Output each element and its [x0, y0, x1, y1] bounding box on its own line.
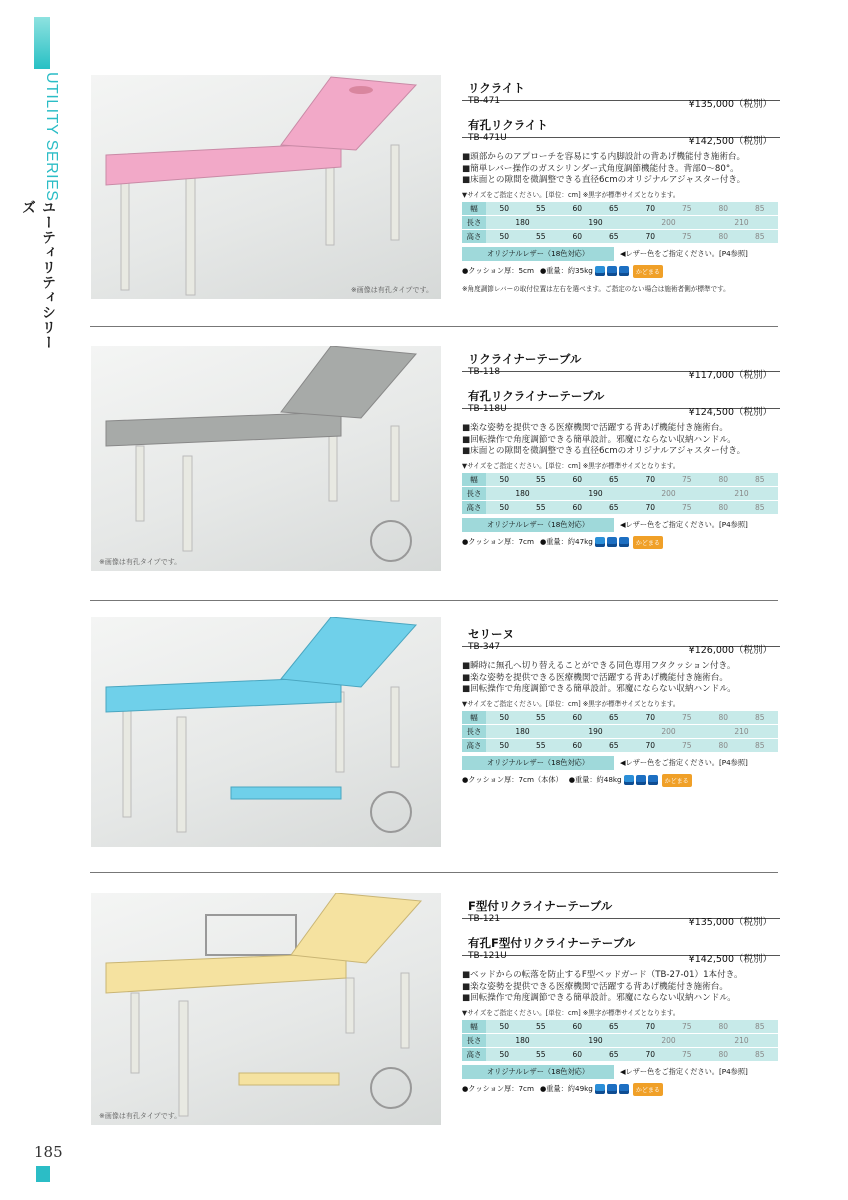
size-label: 幅: [462, 202, 486, 215]
size-cell: 80: [705, 1048, 742, 1061]
product-photo-tb347: [91, 617, 441, 847]
size-cell: 75: [669, 711, 706, 724]
size-cell: 80: [705, 711, 742, 724]
size-cell: 70: [632, 1048, 669, 1061]
size-cell: 60: [559, 711, 596, 724]
size-cell: 50: [486, 501, 523, 514]
size-cell: 210: [705, 725, 778, 738]
size-cell: 65: [596, 501, 633, 514]
cube-icon: [607, 266, 617, 276]
weight: ●重量：約49kg: [539, 1084, 593, 1093]
spec-row: [462, 1083, 780, 1096]
section-divider: [90, 872, 778, 873]
product-row: [462, 81, 780, 110]
feature-item: ■楽な姿勢を提供できる医療機関で活躍する背あげ機能付き施術台。: [462, 423, 728, 433]
size-row: [462, 473, 778, 486]
page-marker: [36, 1166, 50, 1182]
size-cell: 180: [486, 216, 559, 229]
spec-row: [462, 774, 780, 787]
size-cell: 65: [596, 473, 633, 486]
photo-note: ※画像は有孔タイプです。: [350, 286, 433, 294]
cushion-thickness: ●クッション厚：7cm: [462, 1084, 534, 1093]
photo-note: ※画像は有孔タイプです。: [99, 558, 182, 566]
feature-item: ■頭部からのアプローチを容易にする内脚設計の背あげ機能付き施術台。: [462, 152, 746, 162]
size-cell: 190: [559, 216, 632, 229]
size-row: [462, 1048, 778, 1061]
product-price: ¥124,500（税別）: [688, 407, 772, 418]
leather-note: ◀レザー色をご指定ください。[P4参照]: [620, 757, 748, 767]
size-cell: 75: [669, 473, 706, 486]
feature-list: [462, 970, 780, 1005]
product-row: [462, 352, 780, 381]
size-row: [462, 1020, 778, 1033]
size-cell: 200: [632, 1034, 705, 1047]
size-cell: 55: [523, 473, 560, 486]
product-code: TB-471U: [468, 133, 507, 143]
size-row: [462, 501, 778, 514]
size-cell: 50: [486, 1020, 523, 1033]
size-cell: 55: [523, 202, 560, 215]
size-cell: 180: [486, 1034, 559, 1047]
spec-row: [462, 536, 780, 549]
treatment-table-illustration: [106, 77, 416, 295]
size-cell: 85: [742, 1020, 779, 1033]
product-photo-tb471: [91, 75, 441, 299]
product-price: ¥142,500（税別）: [688, 954, 772, 965]
size-cell: 60: [559, 739, 596, 752]
size-cell: 80: [705, 202, 742, 215]
leather-note: ◀レザー色をご指定ください。[P4参照]: [620, 248, 748, 258]
size-cell: 50: [486, 473, 523, 486]
size-cell: 60: [559, 473, 596, 486]
size-cell: 55: [523, 739, 560, 752]
leather-label: オリジナルレザー（18色対応）: [462, 518, 614, 532]
product-code: TB-347: [468, 642, 501, 652]
feature-item: ■床面との隙間を微調整できる直径6cmのオリジナルアジャスター付き。: [462, 175, 746, 185]
size-cell: 200: [632, 487, 705, 500]
product-info-3: [462, 900, 780, 1096]
leather-row: [462, 1065, 780, 1079]
size-cell: 60: [559, 501, 596, 514]
product-name: セリーヌ: [468, 627, 514, 641]
size-cell: 180: [486, 725, 559, 738]
leather-label: オリジナルレザー（18色対応）: [462, 247, 614, 261]
size-cell: 55: [523, 711, 560, 724]
size-cell: 50: [486, 711, 523, 724]
size-cell: 70: [632, 202, 669, 215]
leather-row: [462, 756, 780, 770]
size-cell: 80: [705, 473, 742, 486]
size-cell: 50: [486, 739, 523, 752]
size-cell: 50: [486, 1048, 523, 1061]
size-cell: 85: [742, 202, 779, 215]
weight: ●重量：約47kg: [539, 537, 593, 546]
size-row: [462, 1034, 778, 1047]
size-note: ▼サイズをご指定ください。[単位：cm] ※黒字が標準サイズとなります。: [462, 190, 680, 199]
size-table: [462, 472, 778, 515]
size-cell: 60: [559, 202, 596, 215]
size-note: ▼サイズをご指定ください。[単位：cm] ※黒字が標準サイズとなります。: [462, 1008, 680, 1017]
product-photo-tb118: [91, 346, 441, 571]
weight: ●重量：約35kg: [539, 266, 593, 275]
product-name: 有孔F型付リクライナーテーブル: [468, 936, 636, 950]
product-code: TB-121U: [468, 951, 507, 961]
kadomaru-badge: かどまる: [633, 1083, 663, 1096]
size-cell: 70: [632, 711, 669, 724]
leather-label: オリジナルレザー（18色対応）: [462, 1065, 614, 1079]
size-cell: 65: [596, 202, 633, 215]
size-row: [462, 216, 778, 229]
spec-row: [462, 265, 780, 278]
kadomaru-badge: かどまる: [633, 536, 663, 549]
size-cell: 75: [669, 739, 706, 752]
product-info-2: [462, 628, 780, 787]
size-cell: 75: [669, 202, 706, 215]
leather-note: ◀レザー色をご指定ください。[P4参照]: [620, 519, 748, 529]
product-price: ¥135,000（税別）: [688, 917, 772, 928]
feature-list: [462, 661, 780, 696]
section-divider: [90, 326, 778, 327]
size-cell: 190: [559, 1034, 632, 1047]
feature-item: ■簡単レバー操作のガスシリンダー式角度調節機能付き。背部0～80°。: [462, 163, 739, 174]
feature-item: ■楽な姿勢を提供できる医療機関で活躍する背あげ機能付き施術台。: [462, 672, 728, 683]
feature-item: ■床面との隙間を微調整できる直径6cmのオリジナルアジャスター付き。: [462, 446, 746, 456]
weight: ●重量：約48kg: [568, 775, 622, 784]
feature-item: ■瞬時に無孔へ切り替えることができる同色専用フタクッション付き。: [462, 661, 736, 671]
size-row: [462, 739, 778, 752]
size-cell: 50: [486, 202, 523, 215]
size-cell: 190: [559, 487, 632, 500]
size-cell: 75: [669, 1048, 706, 1061]
size-cell: 65: [596, 711, 633, 724]
size-cell: 80: [705, 230, 742, 243]
size-row: [462, 725, 778, 738]
size-cell: 200: [632, 216, 705, 229]
size-cell: 190: [559, 725, 632, 738]
product-code: TB-118: [468, 367, 501, 377]
size-cell: 85: [742, 501, 779, 514]
size-label: 高さ: [462, 501, 486, 514]
size-cell: 55: [523, 230, 560, 243]
size-cell: 210: [705, 1034, 778, 1047]
cushion-thickness: ●クッション厚：5cm: [462, 266, 534, 275]
size-table: [462, 710, 778, 753]
product-row: [462, 627, 780, 656]
series-title-en: UTILITY SERIES: [43, 72, 60, 202]
product-photo-tb121: [91, 893, 441, 1125]
size-cell: 65: [596, 1020, 633, 1033]
size-cell: 70: [632, 739, 669, 752]
size-cell: 80: [705, 1020, 742, 1033]
size-label: 高さ: [462, 739, 486, 752]
section-divider: [90, 600, 778, 601]
cube-icon: [619, 266, 629, 276]
feature-item: ■楽な姿勢を提供できる医療機関で活躍する背あげ機能付き施術台。: [462, 981, 728, 992]
size-cell: 200: [632, 725, 705, 738]
feature-list: [462, 423, 780, 458]
product-price: ¥142,500（税別）: [688, 136, 772, 147]
product-row: [462, 936, 780, 965]
size-cell: 75: [669, 501, 706, 514]
size-cell: 55: [523, 501, 560, 514]
product-info-0: [462, 82, 780, 293]
size-label: 高さ: [462, 230, 486, 243]
cube-icon: [607, 537, 617, 547]
size-cell: 80: [705, 739, 742, 752]
leather-note: ◀レザー色をご指定ください。[P4参照]: [620, 1066, 748, 1076]
size-cell: 85: [742, 739, 779, 752]
photo-note: ※画像は有孔タイプです。: [99, 1112, 182, 1120]
product-code: TB-118U: [468, 404, 507, 414]
size-cell: 70: [632, 230, 669, 243]
product-name: 有孔リクライト: [468, 118, 548, 132]
product-name: リクライト: [468, 81, 525, 95]
size-row: [462, 487, 778, 500]
feature-list: [462, 152, 780, 187]
leather-label: オリジナルレザー（18色対応）: [462, 756, 614, 770]
size-row: [462, 711, 778, 724]
cube-icon: [636, 775, 646, 785]
series-color-bar: [34, 17, 50, 69]
size-label: 長さ: [462, 487, 486, 500]
size-cell: 70: [632, 473, 669, 486]
size-cell: 65: [596, 230, 633, 243]
size-table: [462, 1019, 778, 1062]
size-label: 幅: [462, 1020, 486, 1033]
size-cell: 65: [596, 739, 633, 752]
product-row: [462, 899, 780, 928]
feature-item: ■回転操作で角度調節できる簡単設計。邪魔にならない収納ハンドル。: [462, 434, 736, 445]
size-label: 高さ: [462, 1048, 486, 1061]
product-info-1: [462, 353, 780, 549]
size-cell: 75: [669, 230, 706, 243]
cushion-thickness: ●クッション厚：7cm（本体）: [462, 775, 563, 784]
cube-icon: [595, 266, 605, 276]
product-price: ¥117,000（税別）: [688, 370, 772, 381]
product-name: F型付リクライナーテーブル: [468, 899, 613, 913]
product-code: TB-471: [468, 96, 501, 106]
size-cell: 65: [596, 1048, 633, 1061]
size-cell: 75: [669, 1020, 706, 1033]
product-row: [462, 118, 780, 147]
cube-icon: [619, 1084, 629, 1094]
cube-icon: [648, 775, 658, 785]
size-note: ▼サイズをご指定ください。[単位：cm] ※黒字が標準サイズとなります。: [462, 461, 680, 470]
size-cell: 50: [486, 230, 523, 243]
size-cell: 80: [705, 501, 742, 514]
page-number: 185: [34, 1143, 63, 1161]
size-cell: 85: [742, 230, 779, 243]
size-cell: 70: [632, 501, 669, 514]
cube-icon: [607, 1084, 617, 1094]
size-label: 幅: [462, 711, 486, 724]
product-row: [462, 389, 780, 418]
product-price: ¥126,000（税別）: [688, 645, 772, 656]
size-cell: 85: [742, 1048, 779, 1061]
size-row: [462, 230, 778, 243]
size-note: ▼サイズをご指定ください。[単位：cm] ※黒字が標準サイズとなります。: [462, 699, 680, 708]
leather-row: [462, 518, 780, 532]
kadomaru-badge: かどまる: [662, 774, 692, 787]
size-cell: 180: [486, 487, 559, 500]
footnote: ※角度調節レバーの取付位置は左右を選べます。ご指定のない場合は施術者側が標準です。: [462, 284, 730, 293]
size-cell: 55: [523, 1020, 560, 1033]
size-label: 長さ: [462, 216, 486, 229]
feature-item: ■回転操作で角度調節できる簡単設計。邪魔にならない収納ハンドル。: [462, 684, 736, 694]
size-cell: 85: [742, 473, 779, 486]
size-cell: 55: [523, 1048, 560, 1061]
size-label: 長さ: [462, 725, 486, 738]
cube-icon: [595, 1084, 605, 1094]
cube-icon: [624, 775, 634, 785]
size-row: [462, 202, 778, 215]
kadomaru-badge: かどまる: [633, 265, 663, 278]
size-table: [462, 201, 778, 244]
size-cell: 85: [742, 711, 779, 724]
size-cell: 60: [559, 230, 596, 243]
leather-row: [462, 247, 780, 261]
product-code: TB-121: [468, 914, 501, 924]
size-cell: 210: [705, 487, 778, 500]
size-cell: 60: [559, 1020, 596, 1033]
cube-icon: [595, 537, 605, 547]
size-cell: 210: [705, 216, 778, 229]
size-cell: 70: [632, 1020, 669, 1033]
size-label: 長さ: [462, 1034, 486, 1047]
product-name: 有孔リクライナーテーブル: [468, 389, 605, 403]
series-title-jp: ユーティリティシリーズ: [20, 200, 56, 350]
product-price: ¥135,000（税別）: [688, 99, 772, 110]
size-label: 幅: [462, 473, 486, 486]
product-name: リクライナーテーブル: [468, 352, 582, 366]
cushion-thickness: ●クッション厚：7cm: [462, 537, 534, 546]
feature-item: ■回転操作で角度調節できる簡単設計。邪魔にならない収納ハンドル。: [462, 993, 736, 1003]
cube-icon: [619, 537, 629, 547]
feature-item: ■ベッドからの転落を防止するF型ベッドガード（TB-27-01）1本付き。: [462, 970, 743, 980]
size-cell: 60: [559, 1048, 596, 1061]
